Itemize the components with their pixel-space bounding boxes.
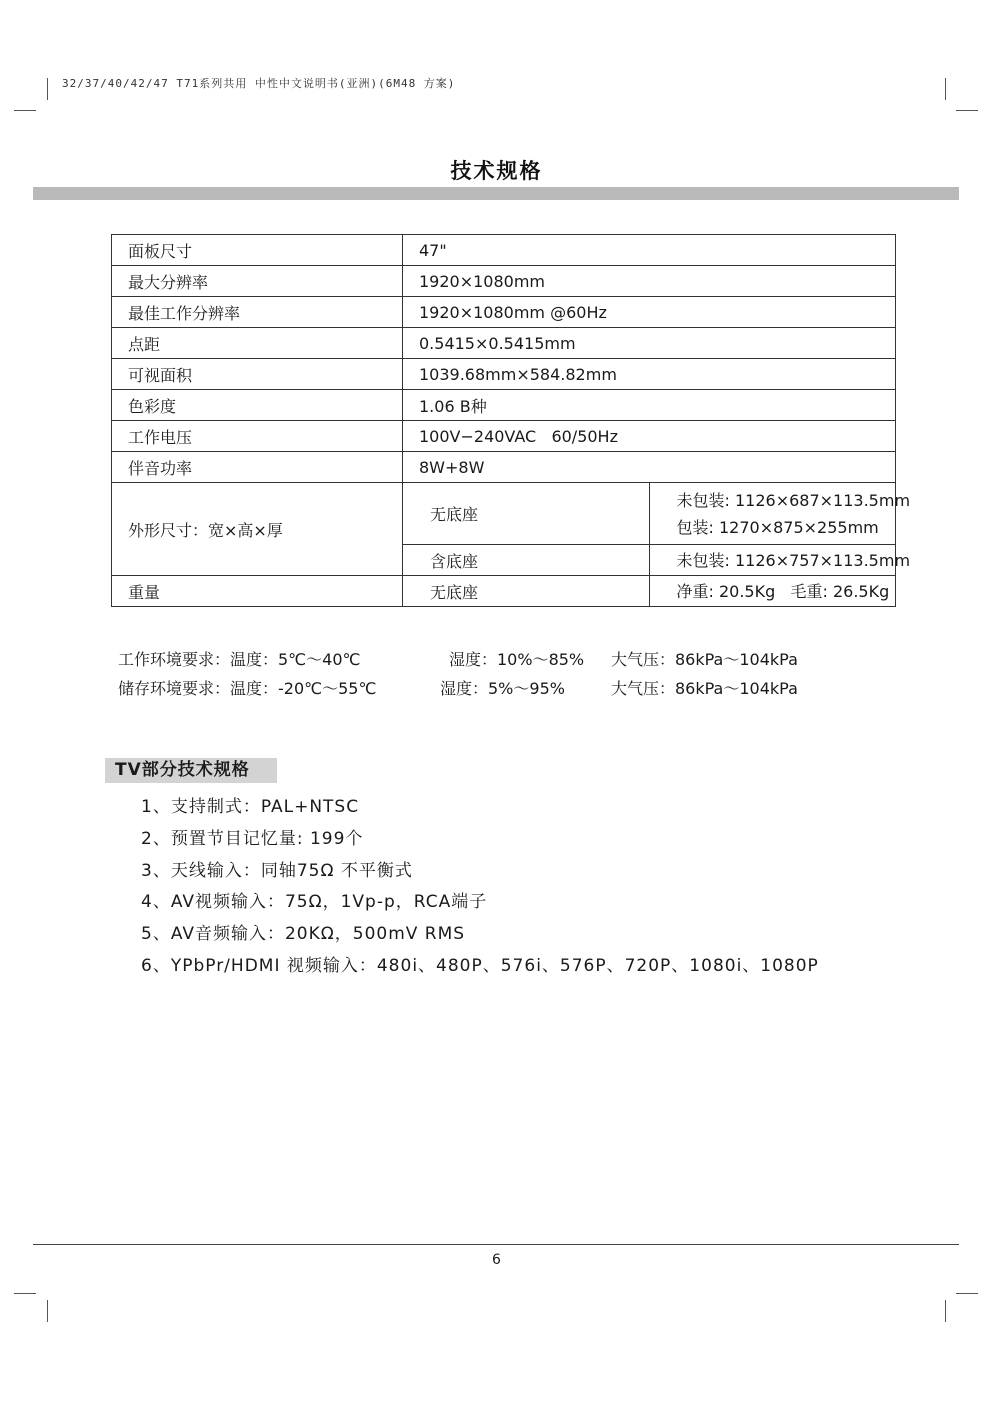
spec-table bbox=[111, 234, 911, 607]
page-number: 6 bbox=[492, 1252, 501, 1268]
no-stand-label: 无底座 bbox=[403, 483, 650, 545]
with-stand-unpacked: 未包装: 1126×757×113.5mm bbox=[649, 545, 896, 576]
page-title: 技术规格 bbox=[450, 159, 543, 183]
spec-label: 点距 bbox=[112, 328, 403, 359]
table-row bbox=[112, 297, 896, 328]
tv-section-title: TV部分技术规格 bbox=[105, 758, 277, 783]
storage-humidity: 湿度：5%～95% bbox=[440, 679, 565, 698]
no-stand-packed: 包装: 1270×875×255mm bbox=[676, 517, 879, 537]
table-row bbox=[112, 452, 896, 483]
table-row bbox=[112, 390, 896, 421]
crop-mark bbox=[47, 78, 48, 100]
footer-divider bbox=[33, 1244, 959, 1245]
spec-value: 47" bbox=[403, 235, 896, 266]
operating-temperature: 工作环境要求：温度：5℃～40℃ bbox=[118, 650, 361, 669]
crop-mark bbox=[14, 1293, 36, 1294]
crop-mark bbox=[945, 78, 946, 100]
spec-value: 0.5415×0.5415mm bbox=[403, 328, 896, 359]
title-divider-bar bbox=[33, 187, 959, 200]
table-row bbox=[112, 359, 896, 390]
spec-label: 工作电压 bbox=[112, 421, 403, 452]
table-row bbox=[112, 235, 896, 266]
operating-pressure: 大气压：86kPa～104kPa bbox=[611, 650, 798, 669]
storage-pressure: 大气压：86kPa～104kPa bbox=[611, 679, 798, 698]
spec-label: 面板尺寸 bbox=[112, 235, 403, 266]
crop-mark bbox=[956, 110, 978, 111]
list-item: 4、AV视频输入：75Ω，1Vp-p，RCA端子 bbox=[141, 892, 488, 913]
spec-value: 1.06 B种 bbox=[403, 390, 896, 421]
spec-value: 1920×1080mm @60Hz bbox=[403, 297, 896, 328]
spec-label: 最佳工作分辨率 bbox=[112, 297, 403, 328]
crop-mark bbox=[47, 1300, 48, 1322]
list-item: 2、预置节目记忆量: 199个 bbox=[141, 828, 364, 849]
spec-value: 1920×1080mm bbox=[403, 266, 896, 297]
tv-spec-list bbox=[141, 792, 819, 983]
spec-label: 可视面积 bbox=[112, 359, 403, 390]
with-stand-label: 含底座 bbox=[403, 545, 650, 576]
no-stand-dimensions bbox=[649, 483, 911, 545]
spec-value: 1039.68mm×584.82mm bbox=[403, 359, 896, 390]
list-item: 5、AV音频输入：20KΩ，500mV RMS bbox=[141, 924, 466, 945]
storage-temperature: 储存环境要求：温度：-20℃～55℃ bbox=[118, 679, 377, 698]
spec-label: 色彩度 bbox=[112, 390, 403, 421]
spec-value: 8W+8W bbox=[403, 452, 896, 483]
table-row bbox=[112, 266, 896, 297]
weight-label: 重量 bbox=[112, 576, 403, 607]
table-row bbox=[112, 576, 896, 607]
crop-mark bbox=[956, 1293, 978, 1294]
dimensions-label: 外形尺寸：宽×高×厚 bbox=[112, 483, 403, 576]
list-item: 6、YPbPr/HDMI 视频输入：480i、480P、576i、576P、720P、1080i、1080P bbox=[141, 955, 819, 976]
weight-value: 净重: 20.5Kg 毛重: 26.5Kg bbox=[649, 576, 896, 607]
no-stand-unpacked: 未包装: 1126×687×113.5mm bbox=[676, 490, 911, 510]
spec-value: 100V−240VAC 60/50Hz bbox=[403, 421, 896, 452]
list-item: 1、支持制式：PAL+NTSC bbox=[141, 797, 360, 817]
crop-mark bbox=[14, 110, 36, 111]
table-row bbox=[112, 421, 896, 452]
document-header: 32/37/40/42/47 T71系列共用 中性中文说明书(亚洲)(6M48 方案) bbox=[62, 77, 456, 90]
table-row bbox=[112, 483, 896, 545]
spec-label: 最大分辨率 bbox=[112, 266, 403, 297]
weight-sub-label: 无底座 bbox=[403, 576, 650, 607]
crop-mark bbox=[945, 1300, 946, 1322]
table-row bbox=[112, 328, 896, 359]
spec-label: 伴音功率 bbox=[112, 452, 403, 483]
operating-humidity: 湿度：10%～85% bbox=[449, 650, 585, 669]
list-item: 3、天线输入：同轴75Ω 不平衡式 bbox=[141, 860, 413, 881]
